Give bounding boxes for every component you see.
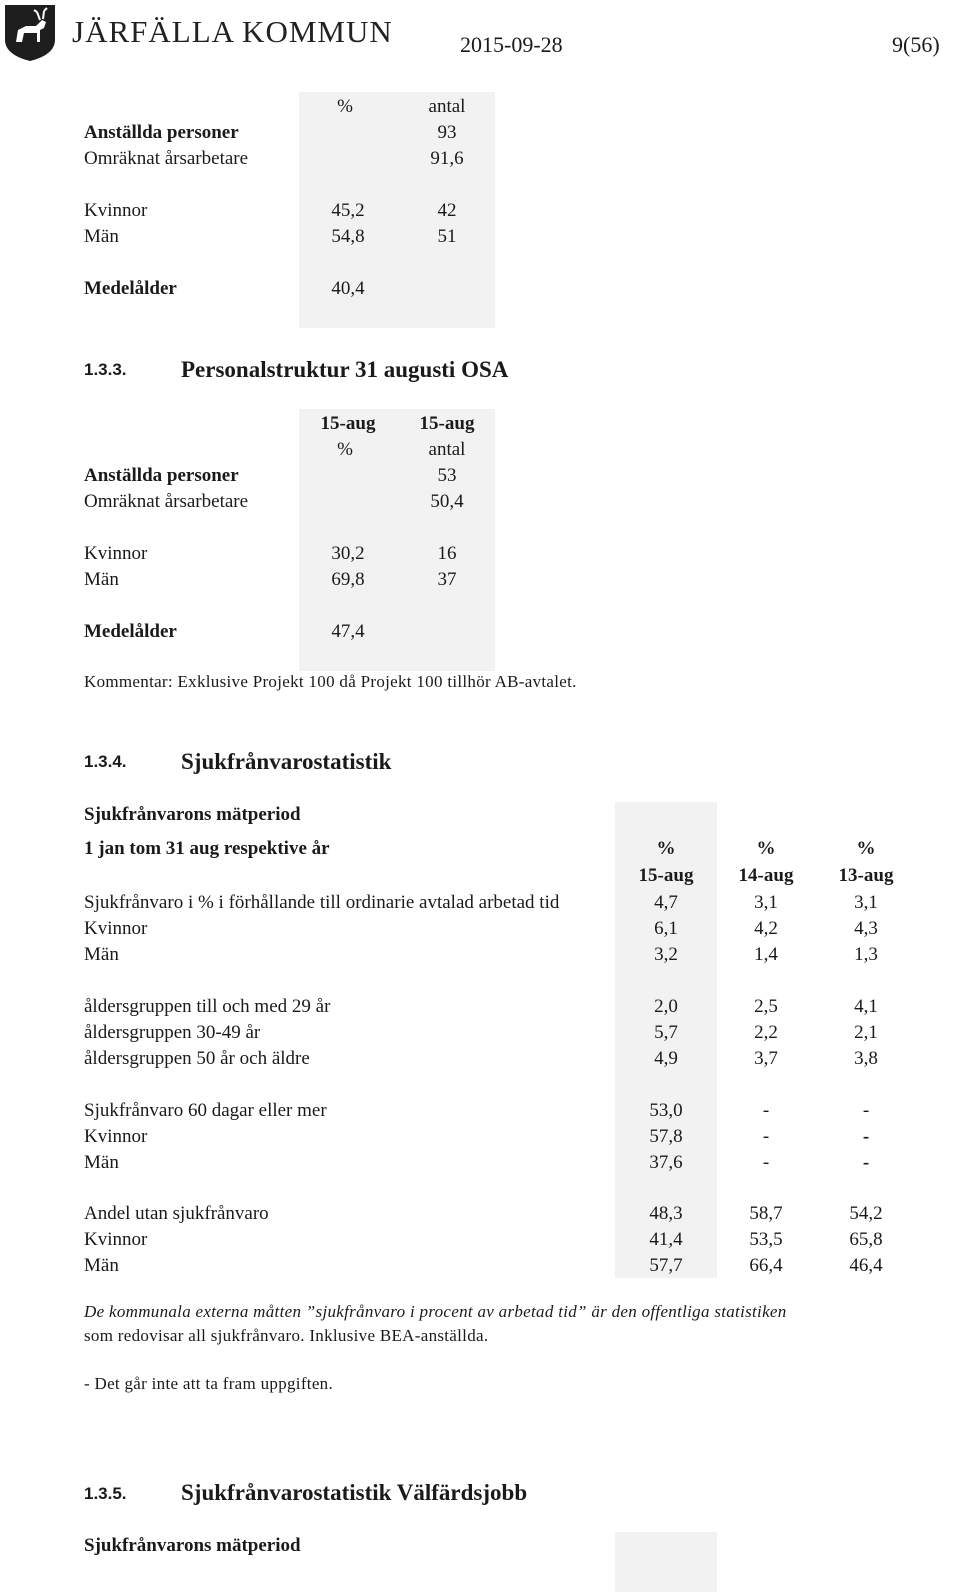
row-label: åldersgruppen 50 år och äldre [84, 1048, 310, 1069]
row-label: Män [84, 944, 119, 965]
row-antal: 37 [437, 569, 457, 590]
section-title: Sjukfrånvarostatistik [181, 749, 392, 774]
row-value: 58,7 [749, 1203, 783, 1224]
row-value: - [762, 1152, 770, 1173]
row-value: 1,4 [754, 944, 778, 965]
document-date: 2015-09-28 [460, 32, 563, 57]
col-head-antal: antal [428, 439, 466, 460]
row-value: 2,0 [654, 996, 678, 1017]
row-antal: 51 [437, 226, 457, 247]
row-label: Omräknat årsarbetare [84, 148, 249, 169]
row-label: åldersgruppen 30-49 år [84, 1022, 261, 1043]
row-label: Kvinnor [84, 918, 148, 939]
row-antal: 50,4 [430, 491, 464, 512]
row-label: Kvinnor [84, 200, 148, 221]
section-number: 1.3.3. [84, 360, 127, 379]
row-value: 3,1 [854, 892, 878, 913]
row-label: Andel utan sjukfrånvaro [84, 1203, 269, 1224]
row-value: 41,4 [649, 1229, 683, 1250]
row-value: - [862, 1126, 870, 1147]
row-label: Kvinnor [84, 1229, 148, 1250]
row-value: 66,4 [749, 1255, 783, 1276]
row-value: - [862, 1152, 870, 1173]
col-head-pct: % [337, 439, 353, 460]
row-label: Män [84, 569, 119, 590]
row-antal: 16 [437, 543, 457, 564]
row-value: 48,3 [649, 1203, 683, 1224]
row-label: Kvinnor [84, 1126, 148, 1147]
col-head-year: 15-aug [320, 413, 376, 434]
period-label: Sjukfrånvarons mätperiod [84, 1535, 301, 1556]
col-head-pct: % [856, 838, 876, 859]
row-label: Män [84, 1152, 119, 1173]
row-value: 4,1 [854, 996, 878, 1017]
section-title: Personalstruktur 31 augusti OSA [181, 357, 509, 382]
row-value: 53,5 [749, 1229, 783, 1250]
row-value: 53,0 [649, 1100, 683, 1121]
row-label: Män [84, 1255, 119, 1276]
row-value: 1,3 [854, 944, 878, 965]
row-antal: 42 [437, 200, 457, 221]
row-value: 57,7 [649, 1255, 683, 1276]
row-value: 5,7 [654, 1022, 678, 1043]
row-value: 3,1 [754, 892, 778, 913]
row-value: 54,2 [849, 1203, 883, 1224]
section-number: 1.3.4. [84, 752, 127, 771]
row-pct: 69,8 [331, 569, 365, 590]
col-head-pct: % [756, 838, 776, 859]
row-label: Anställda personer [84, 122, 239, 143]
row-antal: 53 [437, 465, 457, 486]
row-value: 3,8 [854, 1048, 878, 1069]
row-pct: 54,8 [331, 226, 365, 247]
row-value: 4,2 [754, 918, 778, 939]
page-number: 9(56) [892, 32, 940, 57]
row-value: 2,5 [754, 996, 778, 1017]
section-number: 1.3.5. [84, 1484, 127, 1503]
col-head-pct: % [656, 838, 676, 859]
row-value: - [862, 1100, 870, 1121]
row-label: Sjukfrånvaro 60 dagar eller mer [84, 1100, 327, 1121]
section-title: Sjukfrånvarostatistik Välfärdsjobb [181, 1480, 528, 1505]
row-label: åldersgruppen till och med 29 år [84, 996, 331, 1017]
row-pct: 47,4 [331, 621, 365, 642]
footnote-line: De kommunala externa måtten ”sjukfrånvaro i procent av arbetad tid” är den offentliga statistiken [84, 1302, 787, 1321]
period-value: 1 jan tom 31 aug respektive år [84, 838, 330, 859]
row-pct: 30,2 [331, 543, 365, 564]
row-label: Omräknat årsarbetare [84, 491, 249, 512]
row-value: 3,7 [754, 1048, 778, 1069]
row-value: 6,1 [654, 918, 678, 939]
col-head-year: 15-aug [638, 865, 694, 886]
row-value: 2,1 [854, 1022, 878, 1043]
row-value: 37,6 [649, 1152, 683, 1173]
col-head-antal: antal [428, 96, 466, 117]
kommun-logo-text: JÄRFÄLLA KOMMUN [72, 14, 393, 49]
col-head-year: 14-aug [738, 865, 794, 886]
col-head-year: 13-aug [838, 865, 894, 886]
row-value: 2,2 [754, 1022, 778, 1043]
row-label: Sjukfrånvaro i % i förhållande till ordinarie avtalad arbetad tid [84, 892, 560, 913]
col-head-pct: % [337, 96, 353, 117]
row-pct: 45,2 [331, 200, 365, 221]
table-column-shade [615, 1532, 717, 1592]
row-value: 4,7 [654, 892, 678, 913]
col-head-year: 15-aug [419, 413, 475, 434]
row-antal: 91,6 [430, 148, 464, 169]
row-value: 65,8 [849, 1229, 883, 1250]
footnote-line: som redovisar all sjukfrånvaro. Inklusive BEA-anställda. [84, 1326, 489, 1345]
table-comment: Kommentar: Exklusive Projekt 100 då Projekt 100 tillhör AB-avtalet. [84, 672, 577, 691]
row-label: Kvinnor [84, 543, 148, 564]
row-value: - [762, 1100, 770, 1121]
row-value: 4,3 [854, 918, 878, 939]
period-label: Sjukfrånvarons mätperiod [84, 804, 301, 825]
row-value: 57,8 [649, 1126, 683, 1147]
footnote-line: - Det går inte att ta fram uppgiften. [84, 1374, 334, 1393]
row-pct: 40,4 [331, 278, 365, 299]
row-antal: 93 [437, 122, 457, 143]
kommun-logo-icon [2, 2, 58, 62]
row-label: Medelålder [84, 278, 177, 299]
row-label: Män [84, 226, 119, 247]
row-value: 3,2 [654, 944, 678, 965]
row-value: - [762, 1126, 770, 1147]
row-label: Anställda personer [84, 465, 239, 486]
row-value: 4,9 [654, 1048, 678, 1069]
row-label: Medelålder [84, 621, 177, 642]
row-value: 46,4 [849, 1255, 883, 1276]
